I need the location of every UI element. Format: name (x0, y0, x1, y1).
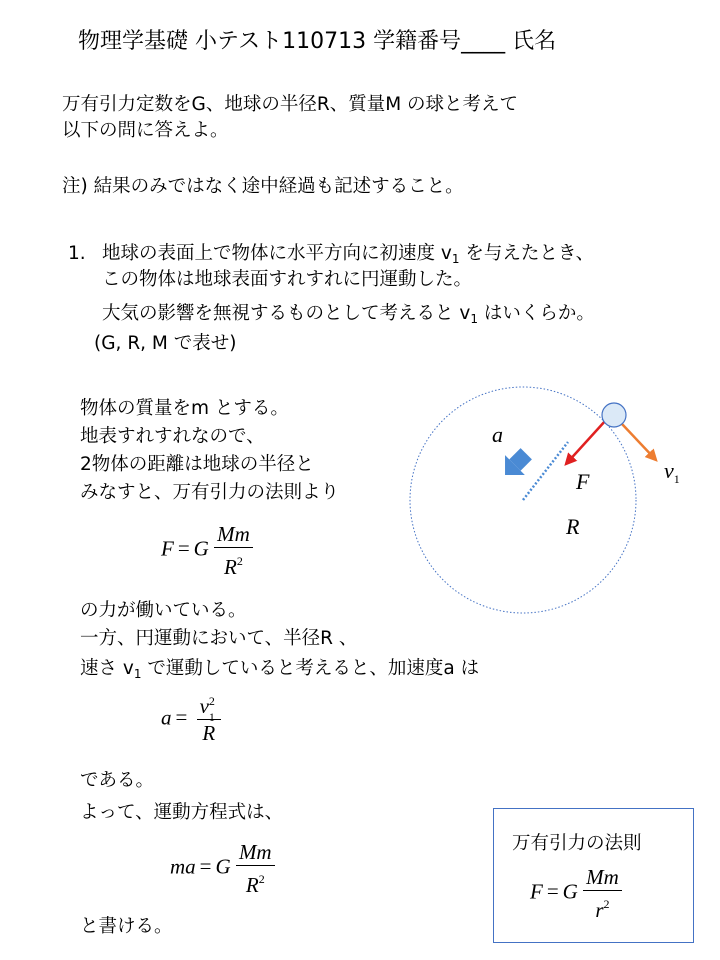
solution-line-9: よって、運動方程式は、 (80, 802, 284, 823)
label-v: $v_1$ (664, 458, 680, 486)
intro-line-1: 万有引力定数をG、地球の半径R、質量M の球と考えて (62, 94, 519, 115)
label-a: a (492, 422, 503, 447)
solution-line-10: と書ける。 (80, 916, 173, 937)
solution-line-1: 物体の質量をm とする。 (80, 398, 289, 419)
label-R: R (566, 514, 580, 539)
velocity-arrow (622, 424, 656, 460)
question-number: 1. (68, 243, 86, 264)
question-line-4: (G, R, M で表せ) (94, 333, 237, 354)
force-arrow (566, 420, 606, 464)
equation-of-motion: ma = G $\frac{Mm}{R^2}$ (170, 840, 275, 897)
solution-line-6: 一方、円運動において、半径R 、 (80, 628, 358, 649)
question-line-1: 地球の表面上で物体に水平方向に初速度 $v_1$ を与えたとき、 (102, 243, 595, 266)
solution-line-5: の力が働いている。 (80, 600, 247, 621)
solution-line-2: 地表すれすれなので、 (80, 426, 265, 447)
page-title: 物理学基礎 小テスト110713 学籍番号____ 氏名 (78, 29, 557, 54)
solution-line-4: みなすと、万有引力の法則より (80, 482, 340, 503)
law-box-title: 万有引力の法則 (512, 833, 642, 854)
question-line-3: 大気の影響を無視するものとして考えると $v_1$ はいくらか。 (102, 303, 595, 326)
solution-line-7: 速さ $v_1$ で運動していると考えると、加速度a は (80, 658, 480, 681)
radius-line (523, 442, 568, 500)
intro-note: 注) 結果のみではなく途中経過も記述すること。 (62, 176, 464, 197)
object-ball (602, 403, 626, 427)
equation-acceleration: a = v 2 1 R (161, 694, 221, 745)
question-line-2: この物体は地球表面すれすれに円運動した。 (102, 269, 473, 290)
solution-line-8: である。 (80, 770, 155, 791)
equation-gravity-force: F = G $\frac{Mm}{R^2}$ (161, 522, 253, 579)
label-F: F (576, 469, 590, 494)
orbit-diagram (400, 378, 720, 628)
acceleration-arrow (495, 444, 536, 485)
solution-line-3: 2物体の距離は地球の半径と (80, 454, 314, 475)
intro-line-2: 以下の問に答えよ。 (62, 120, 229, 141)
law-of-gravitation-box (493, 808, 694, 943)
law-box-equation: F = G $\frac{Mm}{r^2}$ (530, 865, 622, 922)
